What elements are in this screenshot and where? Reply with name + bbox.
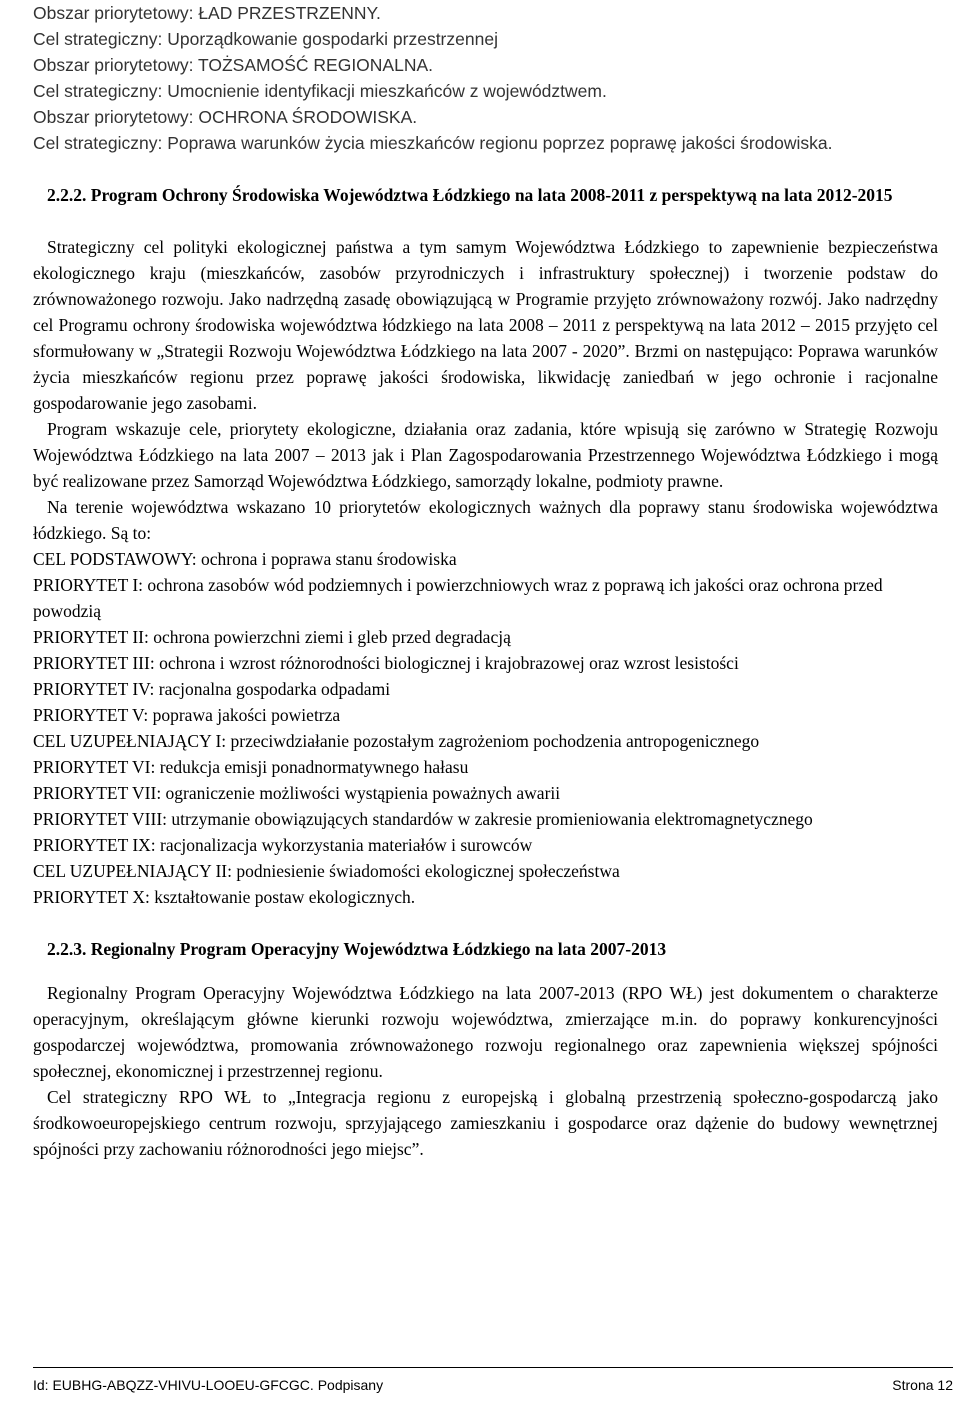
spacer <box>33 208 938 234</box>
priority-item: CEL UZUPEŁNIAJĄCY II: podniesienie świadomości ekologicznej społeczeństwa <box>33 861 620 881</box>
paragraph: Na terenie województwa wskazano 10 priorytetów ekologicznych ważnych dla poprawy stanu środowiska województwa łódzkiego. Są to: <box>33 497 938 543</box>
priority-item: PRIORYTET II: ochrona powierzchni ziemi i gleb przed degradacją <box>33 627 511 647</box>
priority-item: PRIORYTET IV: racjonalna gospodarka odpadami <box>33 679 391 699</box>
paragraph: Program wskazuje cele, priorytety ekologiczne, działania oraz zadania, które wpisują się zarówno w Strategię Rozwoju Województwa Łódzkiego na lata 2007 – 2013 jak i Plan Zagospodarowania Przestrzennego Województwa Łódzkiego i mogą być realizowane przez Samorząd Województwa Łódzkiego, samorządy lokalne, podmioty prawne. <box>33 419 938 491</box>
paragraph: Cel strategiczny RPO WŁ to „Integracja regionu z europejską i globalną przestrzenią społeczno-gospodarczą jako środkowoeuropejskiego centrum rozwoju, sprzyjającego zamieszkaniu i gospodarce oraz dążenie do budowy wewnętrznej spójności przy zachowaniu różnorodności jego miejsc”. <box>33 1087 938 1159</box>
priority-area-line: Obszar priorytetowy: OCHRONA ŚRODOWISKA. <box>33 107 418 127</box>
priority-item: PRIORYTET VIII: utrzymanie obowiązujących standardów w zakresie promieniowania elektromagnetycznego <box>33 809 813 829</box>
priority-item: PRIORYTET X: kształtowanie postaw ekologicznych. <box>33 887 416 907</box>
strategic-goal-line: Cel strategiczny: Umocnienie identyfikacji mieszkańców z województwem. <box>33 81 607 101</box>
priority-item: PRIORYTET V: poprawa jakości powietrza <box>33 705 341 725</box>
priority-item: PRIORYTET I: ochrona zasobów wód podziemnych i powierzchniowych wraz z poprawą ich jakości oraz ochrona przed powodzią <box>33 575 883 621</box>
strategic-goal-line: Cel strategiczny: Uporządkowanie gospodarki przestrzennej <box>33 29 498 49</box>
priority-item: PRIORYTET VII: ograniczenie możliwości wystąpienia poważnych awarii <box>33 783 561 803</box>
priority-area-line: Obszar priorytetowy: ŁAD PRZESTRZENNY. <box>33 3 381 23</box>
priority-item: CEL PODSTAWOWY: ochrona i poprawa stanu środowiska <box>33 549 457 569</box>
document-id: Id: EUBHG-ABQZZ-VHIVU-LOOEU-GFCGC. Podpisany <box>33 1377 384 1393</box>
priority-area-line: Obszar priorytetowy: TOŻSAMOŚĆ REGIONALNA. <box>33 55 434 75</box>
section-heading-2-2-2 <box>33 182 938 208</box>
strategic-goal-line: Cel strategiczny: Poprawa warunków życia mieszkańców regionu poprzez poprawę jakości środowiska. <box>33 133 833 153</box>
section-title: Regionalny Program Operacyjny Województwa Łódzkiego na lata 2007-2013 <box>90 939 667 959</box>
section-number: 2.2.2. <box>47 185 87 205</box>
paragraph: Regionalny Program Operacyjny Województwa Łódzkiego na lata 2007-2013 (RPO WŁ) jest dokumentem o charakterze operacyjnym, określającym główne kierunki rozwoju województwa, zmierzające m.in. do poprawy konkurencyjności gospodarczej województwa, promowania zrównoważonego rozwoju regionalnego oraz zapewnienia większej spójności społecznej, ekonomicznej i przestrzennej regionu. <box>33 983 938 1081</box>
priority-item: CEL UZUPEŁNIAJĄCY I: przeciwdziałanie pozostałym zagrożeniom pochodzenia antropogenicznego <box>33 731 760 751</box>
priority-item: PRIORYTET III: ochrona i wzrost różnorodności biologicznej i krajobrazowej oraz wzrost lesistości <box>33 653 739 673</box>
section-title: Program Ochrony Środowiska Województwa Łódzkiego na lata 2008-2011 z perspektywą na lata 2012-2015 <box>90 185 893 205</box>
priority-item: PRIORYTET IX: racjonalizacja wykorzystania materiałów i surowców <box>33 835 533 855</box>
page-number: Strona 12 <box>892 1377 953 1393</box>
priority-item: PRIORYTET VI: redukcja emisji ponadnormatywnego hałasu <box>33 757 469 777</box>
section-number: 2.2.3. <box>47 939 87 959</box>
page-footer <box>33 1367 953 1394</box>
spacer <box>33 962 938 980</box>
section-heading-2-2-3 <box>33 936 938 962</box>
priority-areas-block <box>33 0 938 156</box>
paragraph: Strategiczny cel polityki ekologicznej państwa a tym samym Województwa Łódzkiego to zapewnienie bezpieczeństwa ekologicznego kraju (mieszkańców, zasobów przyrodniczych i infrastruktury społecznej) i tworzenie podstaw do zrównoważonego rozwoju. Jako nadrzędną zasadę obowiązującą w Programie przyjęto zrównoważony rozwój. Jako nadrzędny cel Programu ochrony środowiska województwa łódzkiego na lata 2008 – 2011 z perspektywą na lata 2012 – 2015 przyjęto cel sformułowany w „Strategii Rozwoju Województwa Łódzkiego na lata 2007 - 2020”. Brzmi on następująco: Poprawa warunków życia mieszkańców regionu przez poprawę jakości środowiska, likwidację zaniedbań w jego ochronie i racjonalne gospodarowanie jego zasobami. <box>33 237 938 413</box>
priorities-list <box>33 546 938 910</box>
document-page <box>33 0 938 1162</box>
